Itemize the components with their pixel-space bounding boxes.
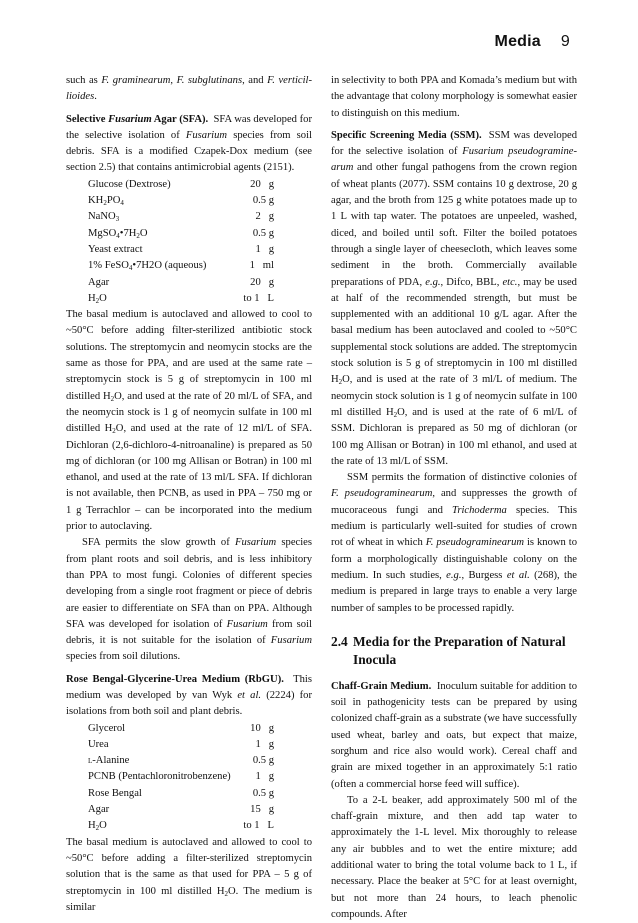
amount: to 1 L — [243, 820, 274, 832]
heading-chaff: Chaff-Grain Medium. — [331, 680, 432, 692]
recipe-row — [88, 786, 274, 802]
amount: 1 g — [255, 243, 274, 255]
heading-ssm: Specific Screening Media (SSM). — [331, 129, 482, 141]
amount: 1 ml — [249, 260, 274, 272]
amount: 0.5 g — [252, 755, 274, 767]
ingredient: Yeast extract — [88, 243, 143, 255]
recipe-row — [88, 753, 274, 769]
recipe-row — [88, 209, 274, 225]
paragraph: in selectivity to both PPA and Komada’s medium but with the advantage that colony morphology is somewhat easier to distinguish on this medium. — [331, 75, 577, 119]
ingredient: Glycerol — [88, 722, 126, 734]
left-column — [66, 73, 312, 916]
recipe-row — [88, 226, 274, 242]
ingredient: $H_2O$ — [88, 292, 107, 305]
section-title-line1: Media for the Preparation of Natural — [353, 633, 566, 649]
paragraph: Specific Screening Media (SSM). SSM was developed for the selective isolation of Fusarium pseudogramine-arum and other fungal pathogens from the crown region of wheat plants (2077). SSM contains 10 g dextrose, 20 g agar, and the broth from 125 g white potatoes made up to 1 L with tap water. The potatoes are unpeeled, washed, diced, and boiled until soft. Filter the boiled potatoes through a single layer of cheesecloth, which leaves some sediment in the broth. Commercially available preparations of PDA, e.g., Difco, BBL, etc., may be used at half of the recommended strength, but must be supplemented with an additional 10 g/L agar. After the basal medium has been autoclaved and cooled to ~50°C supplemental stock solutions are added. The streptomycin stock solution is 5 g of streptomycin in 100 ml distilled $H_2O$, and is used at the rate of 3 ml/L of medium. The neomycin stock solution is 1 g of neomycin sulfate in 100 ml distilled $H_2O$, and is used at the rate of 6 ml/L of SSM. Dichloran is prepared as 50 mg of dichloran (or 100 mg Allisan or Botran) in 100 ml ethanol, and used at the rate of 13 ml/L of SSM. — [331, 129, 577, 467]
ingredient: $MgSO_4•7H_2O$ — [88, 227, 148, 240]
right-column — [331, 73, 577, 923]
ingredient: $KH_2PO_4$ — [88, 195, 124, 208]
ingredient: 1% FeSO$_4$•7H2O (aqueous) — [88, 260, 207, 273]
amount: 1 g — [255, 771, 274, 783]
amount: to 1 L — [243, 292, 274, 304]
ingredient: Rose Bengal — [88, 787, 142, 799]
section-title-line2: Inocula — [353, 651, 397, 667]
ingredient: $H_2O$ — [88, 820, 107, 833]
paragraph: To a 2-L beaker, add approximately 500 ml of the chaff-grain mixture, and then add tap water to approximately the 1-L level. Mix thoroughly to release any air bubbles and to wet the entire mixture; add additional water to bring the total volume back to 1 L, if necessary. Place the beaker at 5°C for at least overnight, but not more than 24 hours, to leach phenolic compounds. After — [331, 794, 577, 920]
amount: 20 g — [250, 178, 274, 190]
recipe-row — [88, 737, 274, 753]
ingredient: Urea — [88, 738, 109, 750]
recipe-row — [88, 242, 274, 258]
ingredient: Agar — [88, 804, 110, 816]
recipe-row — [88, 177, 274, 193]
header-title: Media — [494, 33, 541, 50]
amount: 1 g — [255, 738, 274, 750]
amount: 0.5 g — [252, 195, 274, 207]
paragraph: Chaff-Grain Medium. Inoculum suitable for addition to soil in pathogenicity tests can be prepared by using colonized chaff-grain as a substrate (we have successfully used wheat, barley and oats, but expect that maize, sorghum and rice also would work). Cereal chaff and grain are mixed together in an approximately 5:1 ratio (often a commercial horse feed will suffice). — [331, 680, 577, 790]
amount: 0.5 g — [252, 227, 274, 239]
ingredient: NaNO$_3$ — [88, 211, 120, 224]
paragraph: such as F. graminearum, F. subglutinans, and F. verticil-lioides. — [66, 75, 313, 103]
paragraph: The basal medium is autoclaved and allowed to cool to ~50°C before adding filter-sterilized antibiotic stock solutions. The streptomycin and neomycin stocks are the same as those for PPA, and are used at the same rate – streptomycin stock is 5 g of streptomycin in 100 ml distilled $H_2O$, and used at the rate of 20 ml/L of SFA, and the neomycin stock is 1 g of neomycin sulfate in 100 ml distilled $H_2O$, and used at the rate of 12 ml/L of SFA. Dichloran (2,6-dichloro-4-nitroanaline) is prepared as 50 mg of dichloran (or 100 mg Allisan or Botran) in 100 ml ethanol, and used at the rate of 13 ml/L SFA. If dichloran is not available, then PCNB, as used in PPA – 750 mg or 1 g Terrachlor – can be incorporated into the medium prior to autoclaving. — [66, 309, 312, 533]
section-heading — [331, 633, 577, 669]
recipe-row — [88, 721, 274, 737]
section-number: 2.4 — [331, 633, 348, 649]
amount: 10 g — [250, 722, 274, 734]
recipe-row — [88, 802, 274, 818]
amount: 0.5 g — [252, 787, 274, 799]
recipe-row — [88, 818, 274, 834]
rbgu-recipe-table — [88, 721, 274, 835]
amount: 20 g — [250, 276, 274, 288]
recipe-row — [88, 193, 274, 209]
heading-rbgu: Rose Bengal-Glycerine-Urea Medium (RbGU). — [66, 673, 284, 685]
running-header — [495, 33, 570, 51]
recipe-row — [88, 291, 274, 307]
ingredient: Glucose (Dextrose) — [88, 178, 171, 190]
recipe-row — [88, 769, 274, 785]
recipe-row — [88, 275, 274, 291]
amount: 2 g — [255, 211, 274, 223]
paragraph: The basal medium is autoclaved and allowed to cool to ~50°C before adding a filter-sterilized streptomycin solution that is the same as that used for PPA – 5 g of streptomycin in 100 ml distilled $H_2O$. The medium is similar — [66, 836, 313, 913]
paragraph: SFA permits the slow growth of Fusarium species from plant roots and soil debris, and is less inhibitory than PPA to most fungi. Colonies of different species developing from a single root fragment or piece of debris are easier to differentiate on SFA than on PPA. Although SFA was developed for isolation of Fusarium from soil debris, it is not suitable for the isolation of Fusarium species from soil dilutions. — [66, 537, 312, 663]
paragraph: Selective Fusarium Agar (SFA). SFA was developed for the selective isolation of Fusarium species from soil debris. SFA is a modified Czapek-Dox medium (see section 2.5) that contains antimicrobial agents (2151). — [66, 113, 312, 174]
amount: 15 g — [250, 804, 274, 816]
sfa-recipe-table — [88, 177, 274, 307]
recipe-row — [88, 258, 274, 274]
heading-sfa: Selective Fusarium Agar (SFA). — [66, 113, 209, 125]
ingredient: l-Alanine — [88, 755, 130, 767]
paragraph: Rose Bengal-Glycerine-Urea Medium (RbGU). This medium was developed by van Wyk et al. (2224) for isolations from both soil and plant debris. — [66, 673, 312, 718]
ingredient: PCNB (Pentachloronitrobenzene) — [88, 771, 231, 783]
paragraph: SSM permits the formation of distinctive colonies of F. pseudograminearum, and suppresses the growth of mucoraceous fungi and Trichoderma species. This medium is particularly well-suited for studies of crown rot of wheat in which F. pseudograminearum is known to form a morphologically distinguishable colony on the medium. In such studies, e.g., Burgess et al. (268), the medium is prepared in large trays to enable a very large number of samples to be processed rapidly. — [331, 472, 578, 614]
ingredient: Agar — [88, 276, 110, 288]
page-number: 9 — [560, 33, 570, 50]
